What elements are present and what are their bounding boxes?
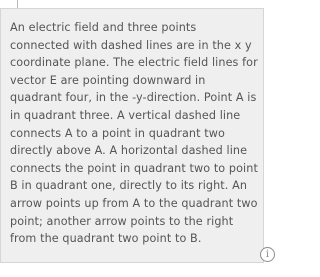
image-description-text: An electric field and three points connected with dashed lines are in the x y coordinate plane. The electric field lines for vector E are pointing downward in quadrant four, in the -y-direction. Point A is in quadrant three. A vertical dashed line connects A to a point in quadrant two directly above A. A horizontal dashed line connects the point in quadrant two to point B in quadrant one, directly to its right. An arrow points up from A to the quadrant two point; another arrow points to the right from the quadrant two point to B. (10, 21, 258, 246)
info-icon[interactable]: i (260, 247, 275, 262)
image-description-tooltip (0, 8, 264, 263)
